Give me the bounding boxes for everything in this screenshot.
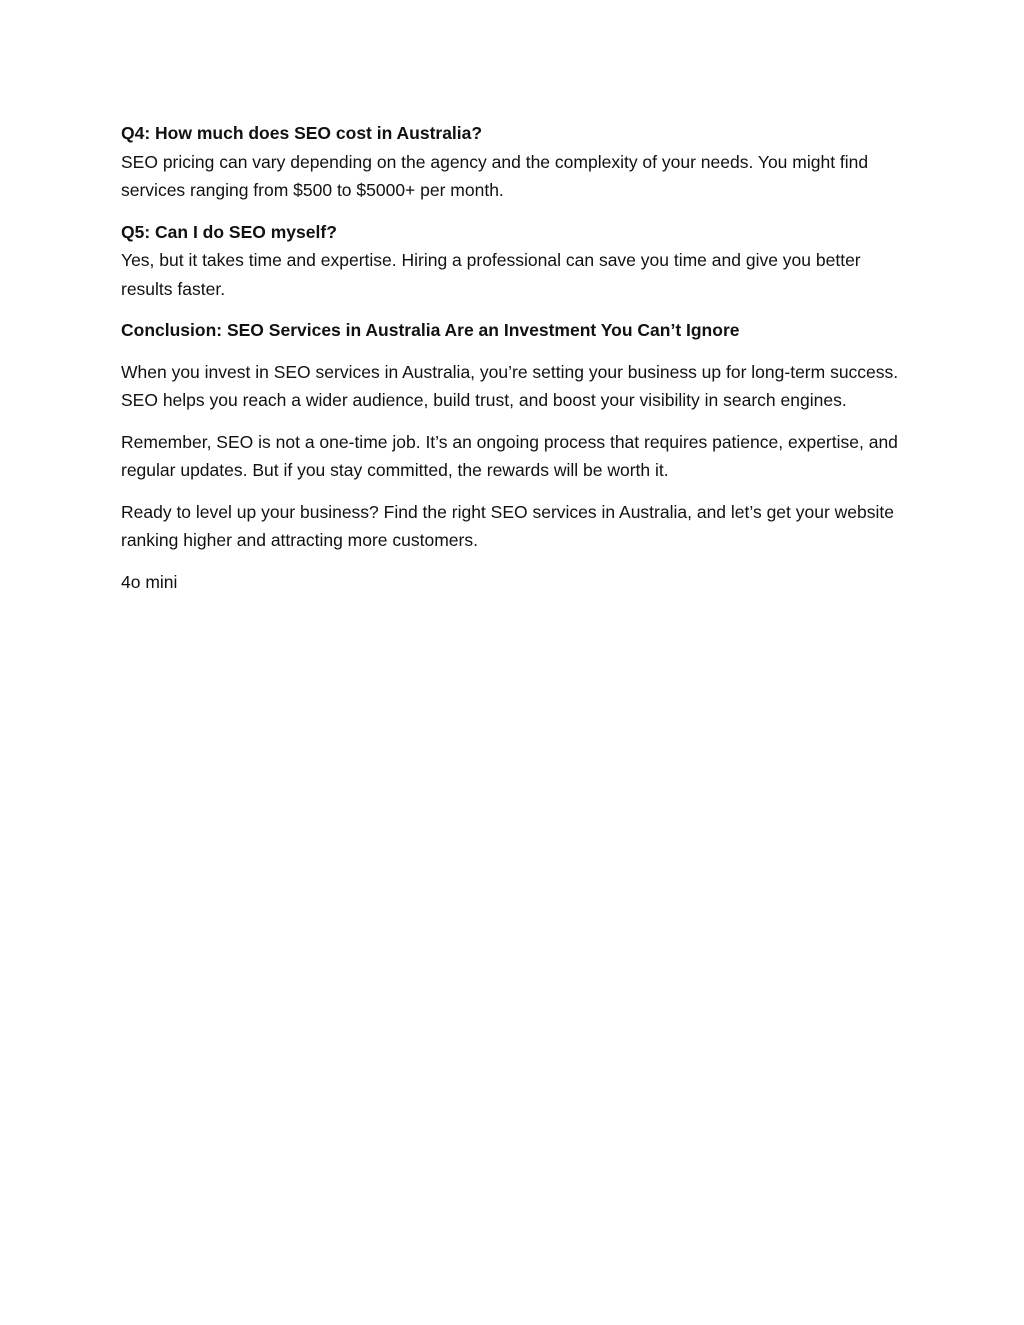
faq-answer: Yes, but it takes time and expertise. Hiring a professional can save you time and give you better results faster. xyxy=(121,250,861,299)
faq-question: Q5: Can I do SEO myself? xyxy=(121,221,337,242)
conclusion-paragraph: Ready to level up your business? Find the right SEO services in Australia, and let’s get your website ranking higher and attracting more customers. xyxy=(121,501,894,550)
faq-item-q5 xyxy=(121,218,911,304)
faq-question: Q4: How much does SEO cost in Australia? xyxy=(121,123,483,143)
faq-answer: SEO pricing can vary depending on the agency and the complexity of your needs. You might find services ranging from $500 to $5000+ per month. xyxy=(121,151,869,200)
footer-note: 4o mini xyxy=(121,571,178,592)
faq-item-q4 xyxy=(121,119,911,205)
conclusion-paragraph: Remember, SEO is not a one-time job. It’s an ongoing process that requires patience, expertise, and regular updates. But if you stay committed, the rewards will be worth it. xyxy=(121,431,898,480)
conclusion-heading: Conclusion: SEO Services in Australia Are an Investment You Can’t Ignore xyxy=(121,320,740,340)
document-body xyxy=(121,119,911,609)
conclusion-paragraph: When you invest in SEO services in Australia, you’re setting your business up for long-term success. SEO helps you reach a wider audience, build trust, and boost your visibility in search engines. xyxy=(121,361,899,410)
